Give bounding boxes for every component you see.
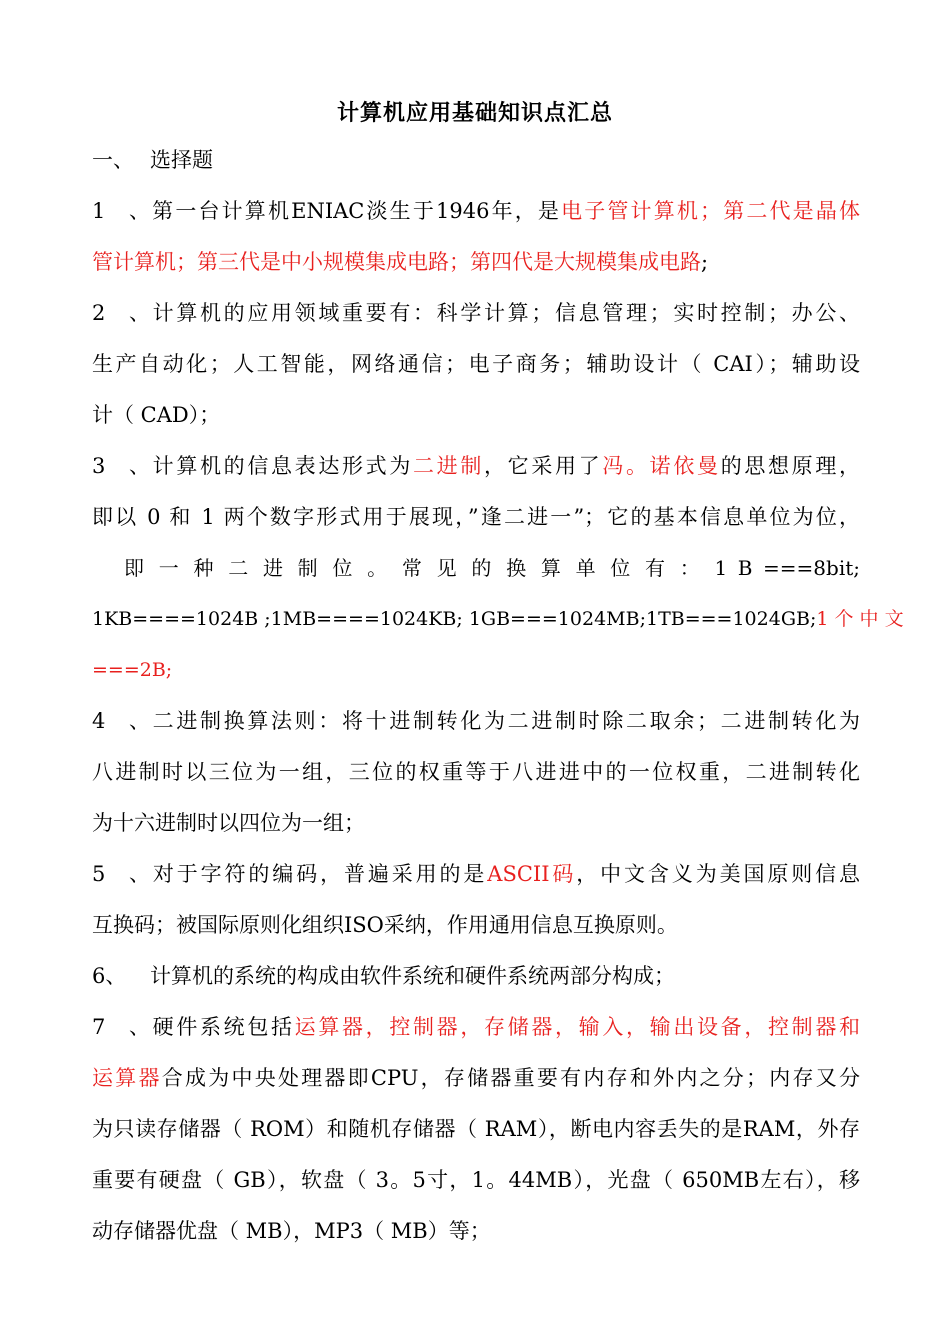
item-number: 1、	[92, 199, 150, 223]
item-2-line-1	[92, 298, 860, 328]
item-5-line-1	[92, 859, 860, 889]
section-label: 选择题	[150, 148, 213, 172]
item-5-line-2: 互换码；被国际原则化组织ISO采纳，作用通用信息互换原则。	[92, 913, 678, 937]
text-run: ，中文含义为美国原则信息	[576, 862, 861, 886]
section-heading	[92, 145, 860, 175]
page-title: 计算机应用基础知识点汇总	[336, 101, 613, 126]
text-run: ，它采用了	[484, 454, 603, 478]
item-1-line-2	[92, 247, 860, 277]
item-2-line-2: 生产自动化；人工智能，网络通信；电子商务；辅助设计（ CAI）；辅助设	[92, 352, 860, 376]
item-7-line-2	[92, 1063, 860, 1093]
text-run: 对于字符的编码，普遍采用的是	[150, 862, 488, 886]
item-7-line-5: 动存储器优盘（ MB），MP3（ MB）等；	[92, 1219, 491, 1243]
text-run: 1KB====1024B ;1MB====1024KB; 1GB===1024MB;1TB===1024GB;	[92, 608, 817, 630]
item-3-line-4	[92, 604, 904, 634]
highlight-text: 1 个 中 文	[816, 608, 904, 630]
highlight-text: ASCII码	[487, 862, 577, 886]
item-number: 5、	[92, 862, 150, 886]
item-number: 3、	[92, 454, 150, 478]
text-run: 计算机的应用领域重要有：科学计算；信息管理；实时控制；办公、	[150, 301, 860, 325]
text-run: ;	[701, 250, 709, 274]
item-number: 6、	[92, 964, 127, 988]
highlight-text: 运算器	[92, 1066, 162, 1090]
item-number: 2、	[92, 301, 150, 325]
item-number: 4、	[92, 709, 150, 733]
item-3-line-3: 即 一 种 二 进 制 位 。 常 见 的 换 算 单 位 有 ： 1 B ===8bit;	[124, 556, 860, 580]
highlight-text: 运算器，控制器，存储器，输入，输出设备，控制器和	[294, 1015, 861, 1039]
text-run: 计算机的系统的构成由软件系统和硬件系统两部分构成；	[150, 964, 675, 988]
text-run: 的思想原理，	[720, 454, 861, 478]
item-4-line-2: 八进制时以三位为一组，三位的权重等于八进进中的一位权重，二进制转化	[92, 760, 860, 784]
item-3-line-2: 即以 0 和 1 两个数字形式用于展现，”逢二进一”；它的基本信息单位为位，	[92, 505, 860, 529]
highlight-text: 二进制	[413, 454, 484, 478]
item-4-line-1	[92, 706, 860, 736]
item-1-line-1	[92, 196, 860, 226]
item-6-line-1	[92, 961, 860, 991]
text-run: 计算机的信息表达形式为	[150, 454, 413, 478]
item-7-line-1	[92, 1012, 860, 1042]
highlight-text: 冯。诺依曼	[602, 454, 721, 478]
text-run: 硬件系统包括	[150, 1015, 295, 1039]
item-number: 7、	[92, 1015, 150, 1039]
text-run: 合成为中央处理器即CPU，存储器重要有内存和外内之分；内存又分	[161, 1066, 861, 1090]
highlight-text: 电子管计算机；第二代是晶体	[561, 199, 860, 223]
text-run: 第一台计算机ENIAC淡生于1946年，是	[150, 199, 562, 223]
text-run: 二进制换算法则：将十进制转化为二进制时除二取余；二进制转化为	[150, 709, 860, 733]
item-3-line-5: ===2B;	[92, 659, 173, 681]
section-number: 一、	[92, 148, 134, 172]
item-7-line-3: 为只读存储器（ ROM）和随机存储器（ RAM），断电内容丢失的是RAM，外存	[92, 1117, 860, 1141]
item-7-line-4: 重要有硬盘（ GB），软盘（ 3。5寸，1。44MB），光盘（ 650MB左右），移	[92, 1168, 860, 1192]
highlight-text: 管计算机；第三代是中小规模集成电路；第四代是大规模集成电路	[92, 250, 701, 274]
item-3-line-1	[92, 451, 860, 481]
item-2-line-3: 计（ CAD）；	[92, 403, 221, 427]
item-4-line-3: 为十六进制时以四位为一组；	[92, 811, 365, 835]
